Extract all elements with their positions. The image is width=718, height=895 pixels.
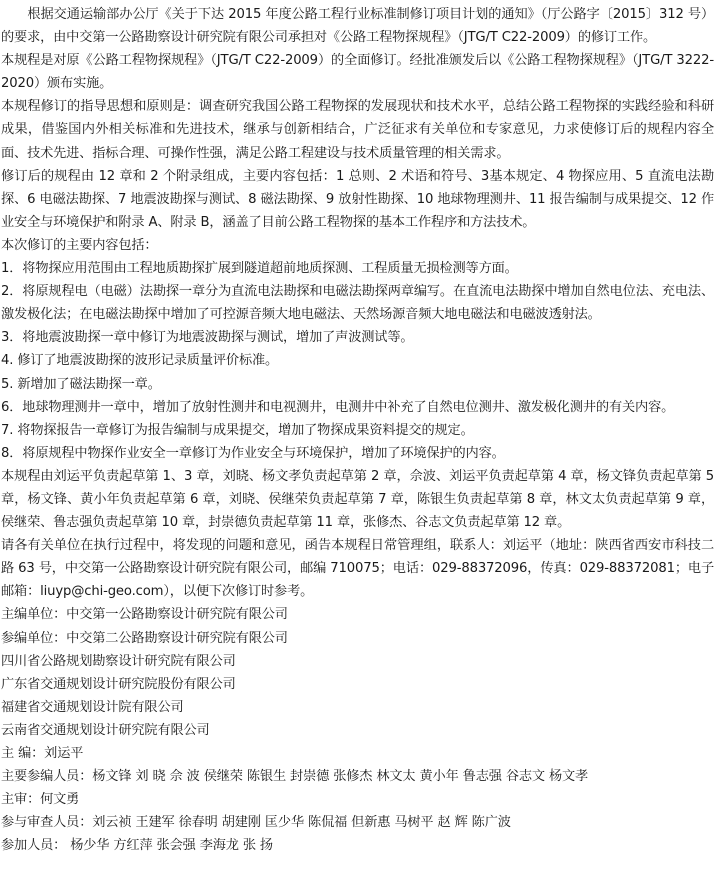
- revision-scope-paragraph: 本规程是对原《公路工程物探规程》（JTG/T C22-2009）的全面修订。经批准颁发后以《公路工程物探规程》（JTG/T 3222-2020）颁布实施。: [1, 53, 714, 92]
- main-changes-heading: 本次修订的主要内容包括：: [1, 237, 158, 253]
- participating-unit-4: 福建省交通规划设计院有限公司: [1, 699, 184, 715]
- contact-paragraph: 请各有关单位在执行过程中，将发现的问题和意见，函告本规程日常管理组，联系人：刘运平（地址：陕西省西安市科技二路 63 号，中交第一公路勘察设计研究院有限公司，邮编 710075；电话：029-88372096，传真：029-88372081；电子邮箱：liuyp@chi-geo.com），以便下次修订时参考。: [1, 538, 714, 600]
- change-item-1: 1．将物探应用范围由工程地质勘探扩展到隧道超前地质探测、工程质量无损检测等方面。: [1, 261, 518, 277]
- participating-unit-1: 参编单位：中交第二公路勘察设计研究院有限公司: [1, 630, 288, 646]
- structure-paragraph: 修订后的规程由 12 章和 2 个附录组成，主要内容包括：1 总则、2 术语和符号、3基本规定、4 物探应用、5 直流电法勘探、6 电磁法勘探、7 地震波勘探与测试、8 磁法勘探、9 放射性勘探、10 地球物理测井、11 报告编制与成果提交、12 作业安全与环境保护和附录 A、附录 B，涵盖了目前公路工程物探的基本工作程序和方法技术。: [1, 168, 714, 230]
- change-item-6: 6．地球物理测井一章中，增加了放射性测井和电视测井，电测井中补充了自然电位测井、激发极化测井的有关内容。: [1, 399, 675, 415]
- change-item-8: 8．将原规程中物探作业安全一章修订为作业安全与环境保护，增加了环境保护的内容。: [1, 445, 505, 461]
- change-item-4: 4. 修订了地震波勘探的波形记录质量评价标准。: [1, 353, 279, 369]
- intro-paragraph: 根据交通运输部办公厅《关于下达 2015 年度公路工程行业标准制修订项目计划的通知》（厅公路字〔2015〕312 号）的要求，由中交第一公路勘察设计研究院有限公司承担对《公路工程物探规程》（JTG/T C22-2009）的修订工作。: [1, 7, 714, 46]
- drafting-assignments-paragraph: 本规程由刘运平负责起草第 1、3 章，刘晓、杨文孝负责起草第 2 章，佘波、刘运平负责起草第 4 章，杨文锋负责起草第 5 章，杨文锋、黄小年负责起草第 6 章，刘晓、侯继荣负责起草第 7 章，陈银生负责起草第 8 章，林文太负责起草第 9 章，侯继荣、鲁志强负责起草第 10 章，封崇德负责起草第 11 章，张修杰、谷志文负责起草第 12 章。: [1, 468, 714, 531]
- chief-editor: 主 编：刘运平: [1, 746, 84, 761]
- change-item-2: 2．将原规程电（电磁）法勘探一章分为直流电法勘探和电磁法勘探两章编写。在直流电法勘探中增加自然电位法、充电法、激发极化法；在电磁法勘探中增加了可控源音频大地电磁法、天然场源音频大地电磁法和电磁波透射法。: [1, 284, 714, 323]
- chief-editor-unit: 主编单位：中交第一公路勘察设计研究院有限公司: [1, 607, 288, 623]
- main-contributors: 主要参编人员：杨文锋 刘 晓 佘 波 侯继荣 陈银生 封崇德 张修杰 林文太 黄小年 鲁志强 谷志文 杨文孝: [1, 769, 589, 785]
- guiding-principles-paragraph: 本规程修订的指导思想和原则是：调查研究我国公路工程物探的发展现状和技术水平，总结公路工程物探的实践经验和科研成果，借鉴国内外相关标准和先进技术，继承与创新相结合，广泛征求有关单位和专家意见，力求使修订后的规程内容全面、技术先进、指标合理、可操作性强，满足公路工程建设与技术质量管理的相关需求。: [1, 99, 714, 161]
- change-item-5: 5. 新增加了磁法勘探一章。: [1, 376, 161, 392]
- participating-unit-2: 四川省公路规划勘察设计研究院有限公司: [1, 653, 236, 669]
- participating-unit-3: 广东省交通规划设计研究院股份有限公司: [1, 676, 236, 692]
- change-item-7: 7. 将物探报告一章修订为报告编制与成果提交，增加了物探成果资料提交的规定。: [1, 422, 474, 438]
- participating-unit-5: 云南省交通规划设计研究院有限公司: [1, 722, 210, 738]
- review-participants: 参与审查人员：刘云祯 王建军 徐春明 胡建刚 匡少华 陈侃福 但新惠 马树平 赵 辉 陈广波: [1, 815, 511, 831]
- change-item-3: 3．将地震波勘探一章中修订为地震波勘探与测试，增加了声波测试等。: [1, 330, 414, 346]
- participants: 参加人员： 杨少华 方红萍 张会强 李海龙 张 扬: [1, 838, 273, 854]
- chief-reviewer: 主审：何文勇: [1, 792, 80, 808]
